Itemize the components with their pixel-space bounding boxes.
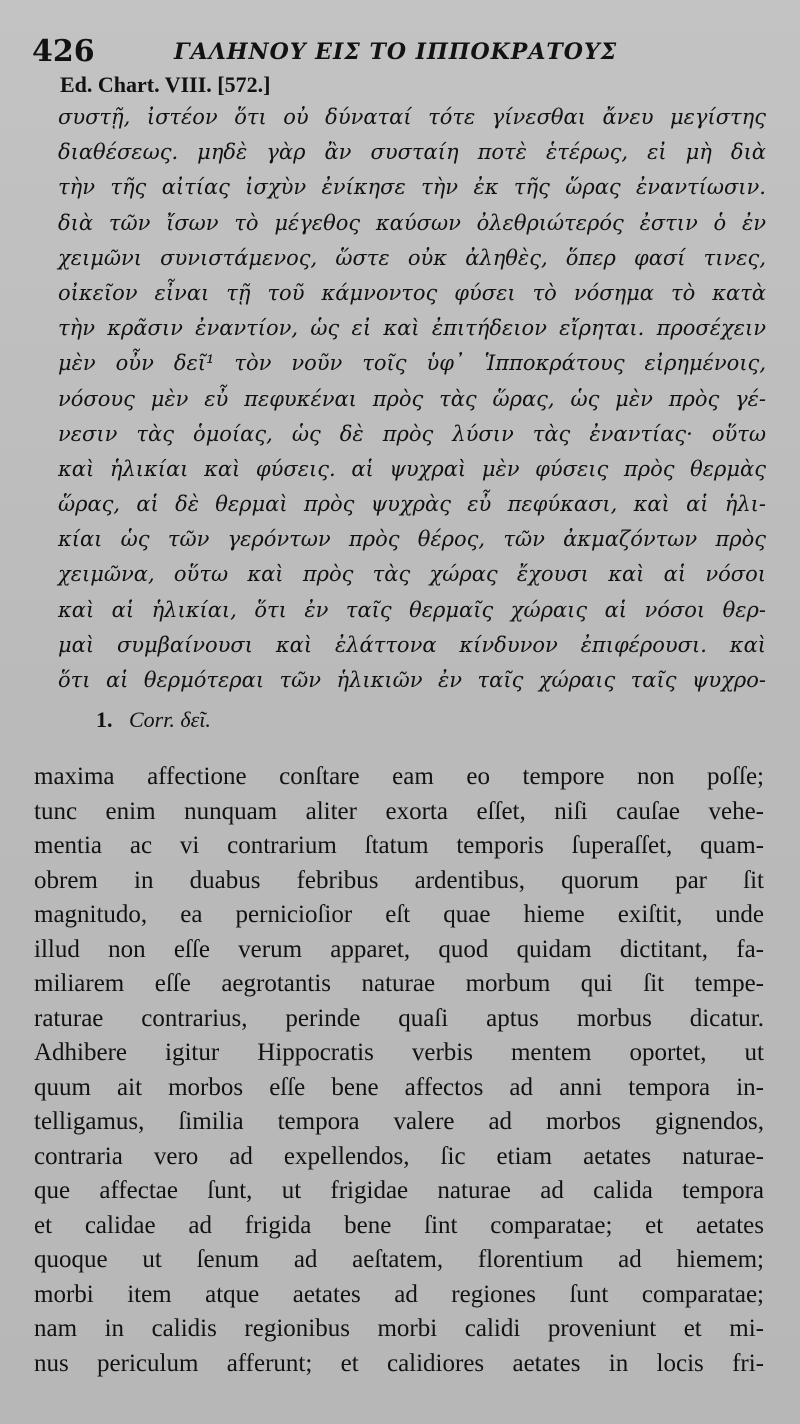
latin-line: quoque ut ſenum ad aeſtatem, florentium ad hiemem; (34, 1246, 764, 1273)
latin-line: maxima affectione conſtare eam eo tempore non poſſe; (34, 763, 764, 790)
greek-line: συστῇ, ἰστέον ὅτι οὐ δύναταί τότε γίνεσθαι ἄνευ μεγίστης (58, 105, 766, 129)
latin-line: illud non eſſe verum apparet, quod quidam dictitant, fa- (34, 935, 764, 963)
latin-line: que affectae ſunt, ut frigidae naturae ad calida tempora (34, 1177, 764, 1204)
latin-line: contraria vero ad expellendos, ſic etiam aetates naturae- (34, 1142, 764, 1170)
latin-text-block (34, 760, 764, 1381)
greek-line: νόσους μὲν εὖ πεφυκέναι πρὸς τὰς ὥρας, ὡς μὲν πρὸς γέ- (58, 386, 766, 411)
greek-line: τὴν τῆς αἰτίας ἰσχὺν ἐνίκησε τὴν ἐκ τῆς ὥρας ἐναντίωσιν. (58, 175, 766, 200)
greek-line: ὥρας, αἱ δὲ θερμαὶ πρὸς ψυχρὰς εὖ πεφύκασι, καὶ αἱ ἡλι- (58, 492, 766, 517)
page-header (0, 30, 800, 74)
latin-line: mentia ac vi contrarium ſtatum temporis ſuperaſſet, quam- (34, 832, 764, 859)
greek-line: ὅτι αἱ θερμότεραι τῶν ἡλικιῶν ἐν ταῖς χώραις ταῖς ψυχρο- (58, 668, 766, 692)
latin-line: quum ait morbos eſſe bene affectos ad anni tempora in- (34, 1073, 764, 1101)
greek-line: τὴν κρᾶσιν ἐναντίον, ὡς εἰ καὶ ἐπιτήδειον εἴρηται. προσέχειν (58, 316, 766, 341)
latin-line: magnitudo, ea pernicioſior eſt quae hieme exiſtit, unde (34, 901, 764, 928)
latin-line: nus periculum afferunt; et calidiores aetates in locis fri- (34, 1349, 764, 1377)
edition-reference: Ed. Chart. VIII. [572.] (60, 72, 271, 97)
latin-line: obrem in duabus febribus ardentibus, quorum par ſit (34, 866, 764, 894)
page-number: 426 (32, 34, 95, 69)
greek-line: χειμῶνα, οὕτω καὶ πρὸς τὰς χώρας ἔχουσι καὶ αἱ νόσοι (58, 562, 766, 587)
running-head: ΓΑΛΗΝΟΥ ΕΙΣ ΤΟ ΙΠΠΟΚΡΑΤΟΥΣ (174, 39, 618, 65)
latin-line: morbi item atque aetates ad regiones ſunt comparatae; (34, 1280, 764, 1308)
greek-line: μὲν οὖν δεῖ¹ τὸν νοῦν τοῖς ὑφ᾽ Ἱπποκράτους εἰρημένοις, (58, 351, 766, 376)
latin-line: telligamus, ſimilia tempora valere ad morbos gignendos, (34, 1108, 764, 1135)
greek-line: καὶ αἱ ἡλικίαι, ὅτι ἐν ταῖς θερμαῖς χώραις αἱ νόσοι θερ- (58, 597, 766, 622)
footnote-text: Corr. δεῖ. (129, 707, 211, 732)
latin-line: miliarem eſſe aegrotantis naturae morbum qui ſit tempe- (34, 970, 764, 997)
greek-line: χειμῶνι συνιστάμενος, ὥστε οὐκ ἀληθὲς, ὅπερ φασί τινες, (58, 245, 766, 270)
greek-line: διὰ τῶν ἴσων τὸ μέγεθος καύσων ὀλεθριώτερός ἐστιν ὁ ἐν (58, 210, 766, 235)
latin-line: nam in calidis regionibus morbi calidi proveniunt et mi- (34, 1315, 764, 1342)
greek-line: κίαι ὡς τῶν γερόντων πρὸς θέρος, τῶν ἀκμαζόντων πρὸς (58, 527, 766, 552)
latin-line: et calidae ad frigida bene ſint comparatae; et aetates (34, 1211, 764, 1239)
footnote-number: 1. (96, 707, 113, 732)
latin-line: tunc enim nunquam aliter exorta eſſet, niſi cauſae vehe- (34, 797, 764, 825)
greek-line: μαὶ συμβαίνουσι καὶ ἐλάττονα κίνδυνον ἐπιφέρουσι. καὶ (58, 632, 766, 657)
latin-line: Adhibere igitur Hippocratis verbis mentem oportet, ut (34, 1039, 764, 1066)
greek-line: καὶ ἡλικίαι καὶ φύσεις. αἱ ψυχραὶ μὲν φύσεις πρὸς θερμὰς (58, 456, 766, 481)
greek-line: οἰκεῖον εἶναι τῇ τοῦ κάμνοντος φύσει τὸ νόσημα τὸ κατὰ (58, 280, 766, 305)
greek-line: νεσιν τὰς ὁμοίας, ὡς δὲ πρὸς λύσιν τὰς ἐναντίας· οὕτω (58, 421, 766, 446)
greek-line: διαθέσεως. μηδὲ γὰρ ἂν συσταίη ποτὲ ἑτέρως, εἰ μὴ διὰ (58, 140, 766, 165)
greek-text-block (58, 100, 766, 698)
latin-line: raturae contrarius, perinde quaſi aptus morbus dicatur. (34, 1004, 764, 1032)
footnote (96, 705, 211, 735)
